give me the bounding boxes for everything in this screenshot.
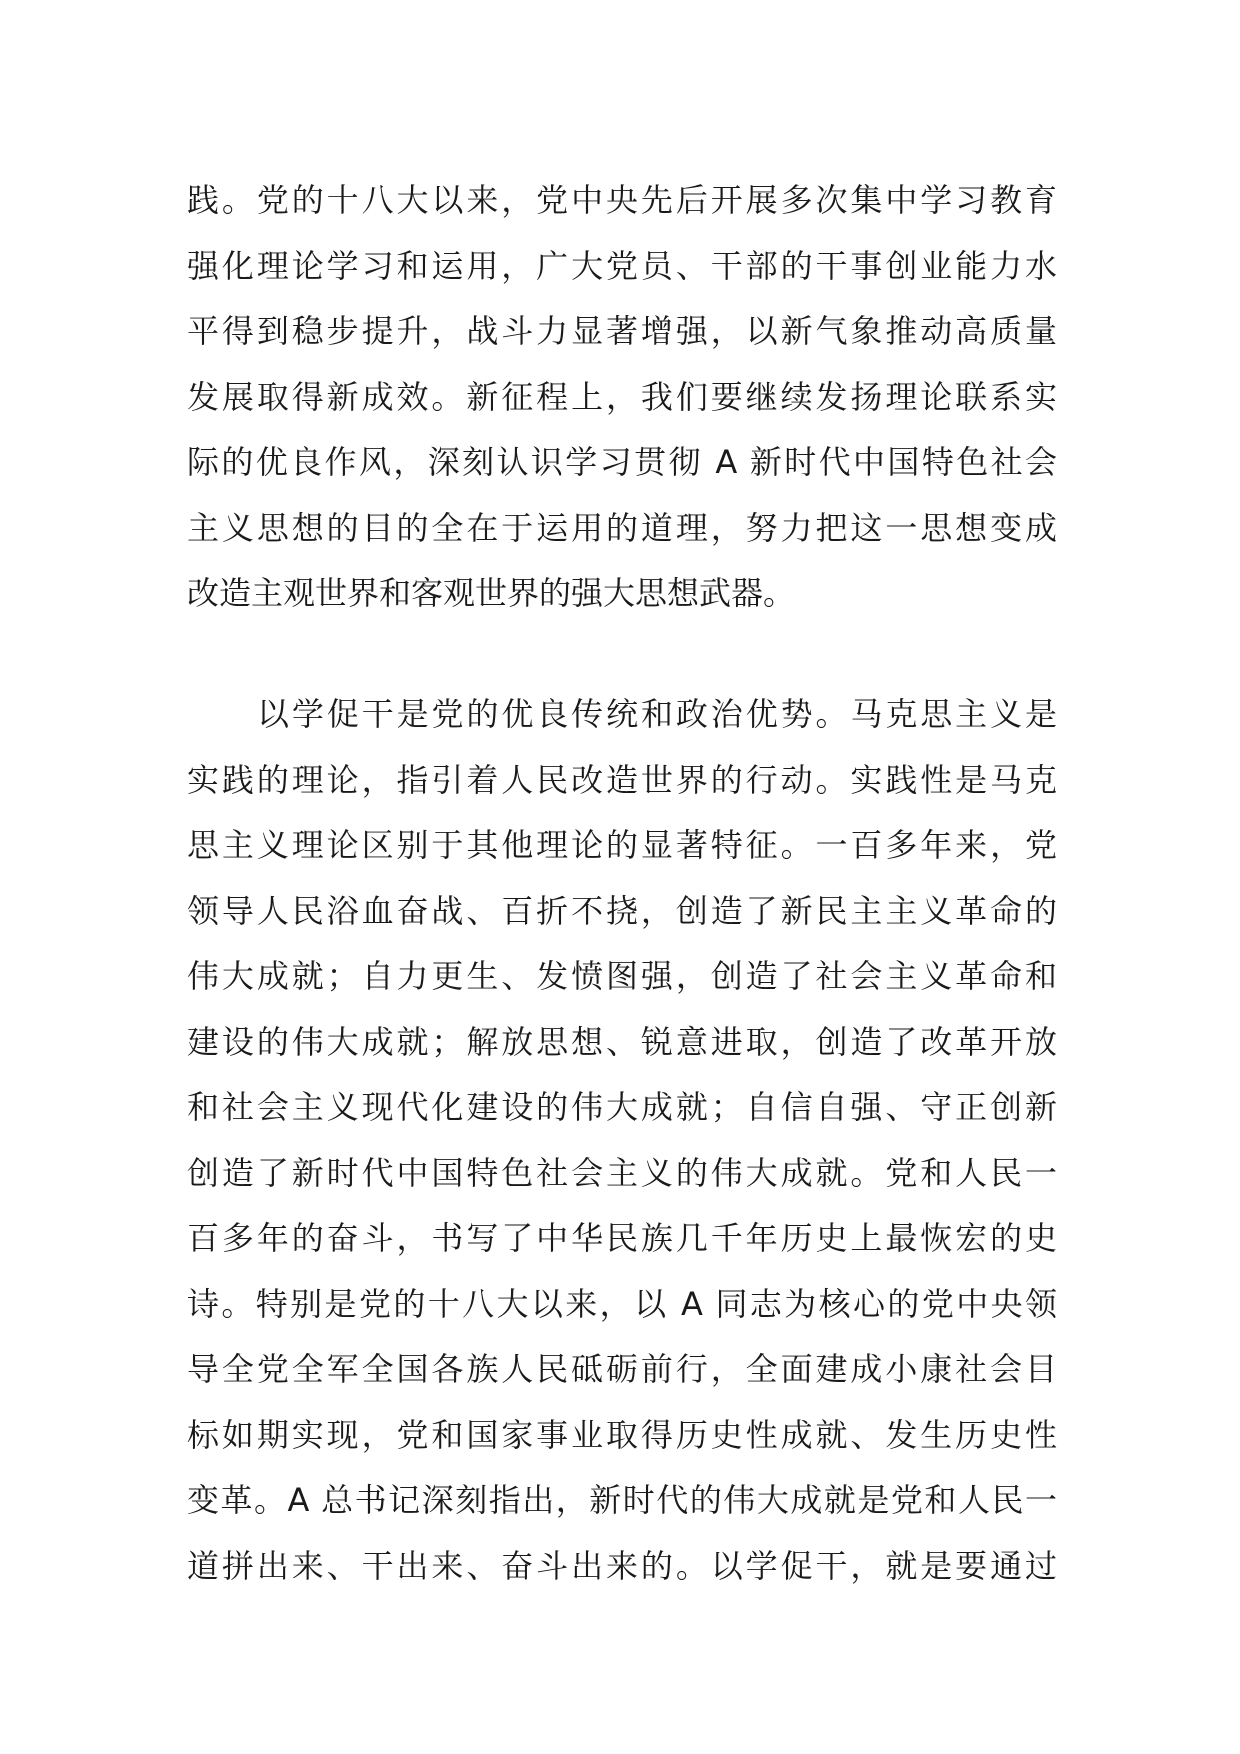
text-line: 际的优良作风，深刻认识学习贯彻 A 新时代中国特色社会 [187, 443, 1057, 481]
text-line: 和社会主义现代化建设的伟大成就；自信自强、守正创新 [187, 1088, 1057, 1126]
text-line: 主义思想的目的全在于运用的道理，努力把这一思想变成 [187, 508, 1057, 547]
text-line: 发展取得新成效。新征程上，我们要继续发扬理论联系实 [187, 377, 1057, 416]
text-line: 诗。特别是党的十八大以来，以 A 同志为核心的党中央领 [187, 1284, 1057, 1323]
text-line: 以学促干是党的优良传统和政治优势。马克思主义是 [257, 695, 1057, 733]
text-line: 强化理论学习和运用，广大党员、干部的干事创业能力水 [187, 246, 1057, 285]
text-line: 百多年的奋斗，书写了中华民族几千年历史上最恢宏的史 [187, 1219, 1057, 1257]
text-line: 改造主观世界和客观世界的强大思想武器。 [187, 574, 796, 612]
text-line: 领导人民浴血奋战、百折不挠，创造了新民主主义革命的 [187, 891, 1057, 930]
text-line: 思主义理论区别于其他理论的显著特征。一百多年来，党 [187, 826, 1057, 864]
text-line: 变革。A 总书记深刻指出，新时代的伟大成就是党和人民一 [187, 1481, 1057, 1519]
paragraph-2 [187, 682, 1057, 1599]
text-line: 标如期实现，党和国家事业取得历史性成就、发生历史性 [187, 1415, 1057, 1454]
text-line: 创造了新时代中国特色社会主义的伟大成就。党和人民一 [187, 1153, 1057, 1192]
text-line: 建设的伟大成就；解放思想、锐意进取，创造了改革开放 [187, 1022, 1057, 1061]
text-line: 道拼出来、干出来、奋斗出来的。以学促干，就是要通过 [187, 1546, 1057, 1585]
paragraph-1 [187, 168, 1057, 627]
text-line: 践。党的十八大以来，党中央先后开展多次集中学习教育 [187, 181, 1057, 219]
text-line: 平得到稳步提升，战斗力显著增强，以新气象推动高质量 [187, 312, 1057, 350]
text-line: 导全党全军全国各族人民砥砺前行，全面建成小康社会目 [187, 1350, 1057, 1388]
text-line: 实践的理论，指引着人民改造世界的行动。实践性是马克 [187, 760, 1057, 799]
text-line: 伟大成就；自力更生、发愤图强，创造了社会主义革命和 [187, 957, 1057, 995]
